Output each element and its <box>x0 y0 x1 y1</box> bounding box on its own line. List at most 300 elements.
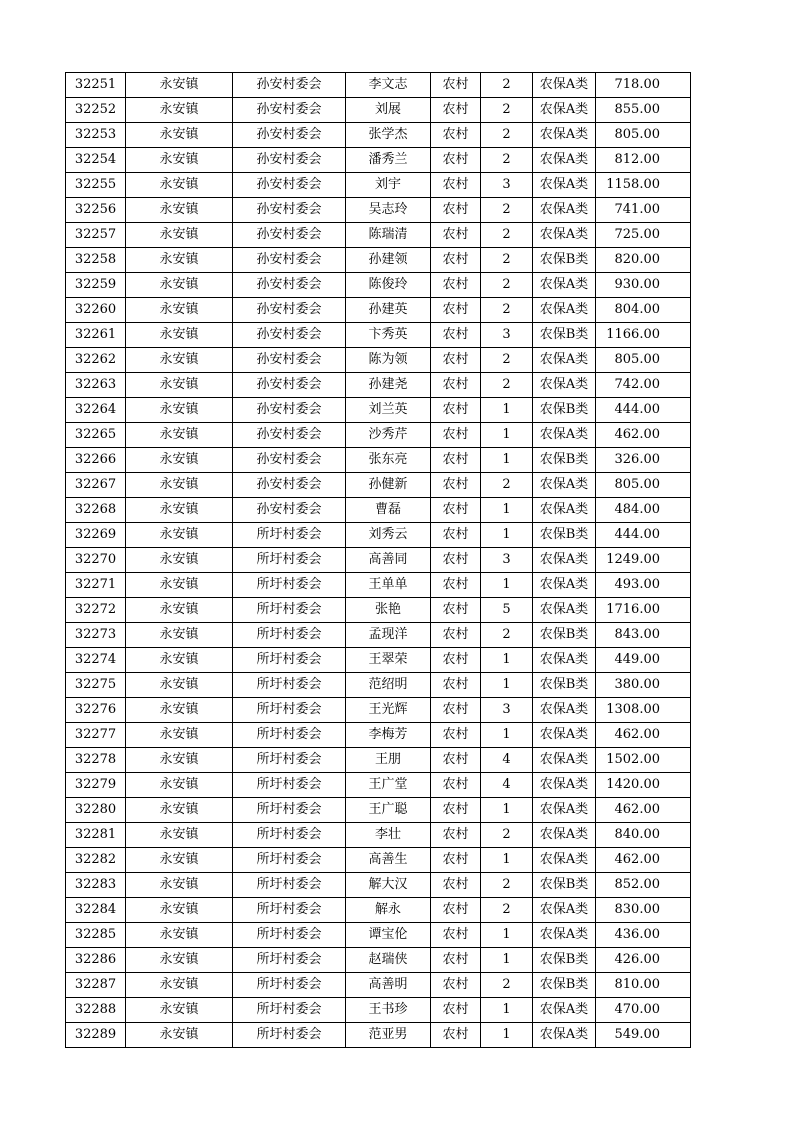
cell-village_committee: 所圩村委会 <box>233 523 346 548</box>
cell-town: 永安镇 <box>126 573 233 598</box>
cell-village_committee: 孙安村委会 <box>233 423 346 448</box>
cell-person_count: 2 <box>481 273 533 298</box>
cell-amount: 805.00 <box>596 348 691 373</box>
cell-person_name: 范亚男 <box>346 1023 431 1048</box>
cell-record_id: 32258 <box>66 248 126 273</box>
cell-record_id: 32254 <box>66 148 126 173</box>
cell-person_count: 1 <box>481 673 533 698</box>
cell-person_count: 2 <box>481 123 533 148</box>
cell-record_id: 32263 <box>66 373 126 398</box>
cell-person_count: 2 <box>481 973 533 998</box>
cell-category: 农村 <box>431 523 481 548</box>
cell-person_name: 解永 <box>346 898 431 923</box>
cell-amount: 436.00 <box>596 923 691 948</box>
cell-category: 农村 <box>431 973 481 998</box>
cell-town: 永安镇 <box>126 848 233 873</box>
cell-person_name: 陈俊玲 <box>346 273 431 298</box>
cell-town: 永安镇 <box>126 773 233 798</box>
cell-person_count: 2 <box>481 73 533 98</box>
cell-person_count: 1 <box>481 498 533 523</box>
cell-insurance_type: 农保B类 <box>533 523 596 548</box>
cell-amount: 426.00 <box>596 948 691 973</box>
table-row <box>66 673 691 698</box>
cell-category: 农村 <box>431 923 481 948</box>
cell-village_committee: 所圩村委会 <box>233 873 346 898</box>
cell-person_name: 李梅芳 <box>346 723 431 748</box>
cell-category: 农村 <box>431 998 481 1023</box>
cell-village_committee: 所圩村委会 <box>233 723 346 748</box>
cell-village_committee: 孙安村委会 <box>233 348 346 373</box>
cell-person_name: 高善生 <box>346 848 431 873</box>
cell-category: 农村 <box>431 723 481 748</box>
cell-record_id: 32260 <box>66 298 126 323</box>
cell-town: 永安镇 <box>126 948 233 973</box>
cell-village_committee: 孙安村委会 <box>233 298 346 323</box>
cell-person_name: 谭宝伦 <box>346 923 431 948</box>
cell-amount: 1420.00 <box>596 773 691 798</box>
cell-category: 农村 <box>431 798 481 823</box>
table-row <box>66 423 691 448</box>
cell-town: 永安镇 <box>126 798 233 823</box>
cell-village_committee: 所圩村委会 <box>233 798 346 823</box>
cell-person_count: 3 <box>481 323 533 348</box>
cell-person_name: 孙健新 <box>346 473 431 498</box>
cell-person_name: 张东亮 <box>346 448 431 473</box>
table-row <box>66 1023 691 1048</box>
cell-record_id: 32267 <box>66 473 126 498</box>
cell-record_id: 32253 <box>66 123 126 148</box>
cell-village_committee: 孙安村委会 <box>233 398 346 423</box>
table-row <box>66 998 691 1023</box>
cell-amount: 805.00 <box>596 123 691 148</box>
cell-insurance_type: 农保B类 <box>533 448 596 473</box>
cell-village_committee: 孙安村委会 <box>233 473 346 498</box>
table-row <box>66 598 691 623</box>
cell-amount: 810.00 <box>596 973 691 998</box>
cell-person_name: 陈瑞清 <box>346 223 431 248</box>
cell-person_name: 王广堂 <box>346 773 431 798</box>
cell-insurance_type: 农保A类 <box>533 423 596 448</box>
cell-amount: 718.00 <box>596 73 691 98</box>
cell-town: 永安镇 <box>126 973 233 998</box>
cell-insurance_type: 农保A类 <box>533 223 596 248</box>
cell-amount: 741.00 <box>596 198 691 223</box>
cell-village_committee: 孙安村委会 <box>233 448 346 473</box>
table-row <box>66 548 691 573</box>
table-row <box>66 123 691 148</box>
cell-record_id: 32281 <box>66 823 126 848</box>
cell-person_name: 张学杰 <box>346 123 431 148</box>
cell-amount: 462.00 <box>596 798 691 823</box>
table-row <box>66 448 691 473</box>
cell-amount: 449.00 <box>596 648 691 673</box>
cell-person_count: 1 <box>481 998 533 1023</box>
cell-village_committee: 孙安村委会 <box>233 123 346 148</box>
cell-category: 农村 <box>431 698 481 723</box>
cell-person_name: 孟现洋 <box>346 623 431 648</box>
cell-insurance_type: 农保A类 <box>533 73 596 98</box>
cell-category: 农村 <box>431 473 481 498</box>
cell-town: 永安镇 <box>126 123 233 148</box>
cell-category: 农村 <box>431 1023 481 1048</box>
cell-person_name: 高善明 <box>346 973 431 998</box>
cell-insurance_type: 农保B类 <box>533 398 596 423</box>
cell-record_id: 32252 <box>66 98 126 123</box>
cell-village_committee: 孙安村委会 <box>233 498 346 523</box>
cell-amount: 930.00 <box>596 273 691 298</box>
cell-category: 农村 <box>431 273 481 298</box>
cell-town: 永安镇 <box>126 148 233 173</box>
cell-insurance_type: 农保B类 <box>533 948 596 973</box>
cell-town: 永安镇 <box>126 748 233 773</box>
table-row <box>66 698 691 723</box>
cell-town: 永安镇 <box>126 898 233 923</box>
cell-village_committee: 所圩村委会 <box>233 848 346 873</box>
cell-town: 永安镇 <box>126 648 233 673</box>
cell-record_id: 32285 <box>66 923 126 948</box>
cell-insurance_type: 农保A类 <box>533 148 596 173</box>
cell-person_name: 王广聪 <box>346 798 431 823</box>
cell-record_id: 32259 <box>66 273 126 298</box>
cell-insurance_type: 农保A类 <box>533 573 596 598</box>
cell-category: 农村 <box>431 448 481 473</box>
table-row <box>66 623 691 648</box>
table-row <box>66 323 691 348</box>
cell-record_id: 32287 <box>66 973 126 998</box>
cell-insurance_type: 农保A类 <box>533 173 596 198</box>
cell-village_committee: 所圩村委会 <box>233 548 346 573</box>
table-row <box>66 273 691 298</box>
cell-category: 农村 <box>431 398 481 423</box>
cell-town: 永安镇 <box>126 523 233 548</box>
table-row <box>66 923 691 948</box>
cell-town: 永安镇 <box>126 923 233 948</box>
cell-village_committee: 所圩村委会 <box>233 598 346 623</box>
cell-amount: 326.00 <box>596 448 691 473</box>
cell-category: 农村 <box>431 173 481 198</box>
cell-person_count: 1 <box>481 923 533 948</box>
cell-village_committee: 所圩村委会 <box>233 973 346 998</box>
cell-town: 永安镇 <box>126 73 233 98</box>
cell-record_id: 32266 <box>66 448 126 473</box>
cell-amount: 742.00 <box>596 373 691 398</box>
cell-person_count: 3 <box>481 548 533 573</box>
cell-person_name: 王光辉 <box>346 698 431 723</box>
cell-town: 永安镇 <box>126 473 233 498</box>
cell-person_name: 潘秀兰 <box>346 148 431 173</box>
table-row <box>66 348 691 373</box>
cell-insurance_type: 农保B类 <box>533 973 596 998</box>
cell-person_count: 2 <box>481 98 533 123</box>
cell-record_id: 32282 <box>66 848 126 873</box>
table-row <box>66 473 691 498</box>
cell-amount: 549.00 <box>596 1023 691 1048</box>
cell-town: 永安镇 <box>126 598 233 623</box>
cell-category: 农村 <box>431 648 481 673</box>
cell-person_count: 2 <box>481 298 533 323</box>
cell-town: 永安镇 <box>126 98 233 123</box>
cell-category: 农村 <box>431 898 481 923</box>
table-row <box>66 848 691 873</box>
cell-person_name: 赵瑞侠 <box>346 948 431 973</box>
cell-person_name: 王书珍 <box>346 998 431 1023</box>
cell-town: 永安镇 <box>126 623 233 648</box>
cell-village_committee: 孙安村委会 <box>233 248 346 273</box>
cell-record_id: 32277 <box>66 723 126 748</box>
cell-person_count: 3 <box>481 173 533 198</box>
cell-insurance_type: 农保A类 <box>533 798 596 823</box>
table-row <box>66 498 691 523</box>
table-row <box>66 73 691 98</box>
table-row <box>66 798 691 823</box>
cell-person_name: 孙建尧 <box>346 373 431 398</box>
cell-person_count: 2 <box>481 473 533 498</box>
cell-town: 永安镇 <box>126 548 233 573</box>
cell-record_id: 32264 <box>66 398 126 423</box>
cell-insurance_type: 农保A类 <box>533 1023 596 1048</box>
cell-amount: 804.00 <box>596 298 691 323</box>
cell-record_id: 32269 <box>66 523 126 548</box>
table-row <box>66 148 691 173</box>
cell-category: 农村 <box>431 598 481 623</box>
benefits-table <box>65 72 691 1048</box>
cell-insurance_type: 农保A类 <box>533 998 596 1023</box>
cell-category: 农村 <box>431 498 481 523</box>
cell-town: 永安镇 <box>126 998 233 1023</box>
cell-amount: 855.00 <box>596 98 691 123</box>
cell-person_count: 1 <box>481 573 533 598</box>
cell-village_committee: 所圩村委会 <box>233 1023 346 1048</box>
cell-person_name: 孙建英 <box>346 298 431 323</box>
cell-person_count: 1 <box>481 398 533 423</box>
cell-insurance_type: 农保A类 <box>533 98 596 123</box>
cell-amount: 805.00 <box>596 473 691 498</box>
cell-category: 农村 <box>431 73 481 98</box>
cell-category: 农村 <box>431 323 481 348</box>
cell-town: 永安镇 <box>126 223 233 248</box>
cell-record_id: 32289 <box>66 1023 126 1048</box>
cell-town: 永安镇 <box>126 298 233 323</box>
table-row <box>66 823 691 848</box>
cell-record_id: 32273 <box>66 623 126 648</box>
cell-record_id: 32272 <box>66 598 126 623</box>
cell-insurance_type: 农保B类 <box>533 623 596 648</box>
cell-person_count: 1 <box>481 448 533 473</box>
cell-insurance_type: 农保B类 <box>533 873 596 898</box>
cell-village_committee: 所圩村委会 <box>233 923 346 948</box>
cell-amount: 852.00 <box>596 873 691 898</box>
cell-person_name: 吴志玲 <box>346 198 431 223</box>
cell-person_name: 陈为领 <box>346 348 431 373</box>
cell-insurance_type: 农保A类 <box>533 748 596 773</box>
cell-record_id: 32251 <box>66 73 126 98</box>
cell-category: 农村 <box>431 948 481 973</box>
cell-amount: 1502.00 <box>596 748 691 773</box>
cell-amount: 1158.00 <box>596 173 691 198</box>
cell-insurance_type: 农保A类 <box>533 348 596 373</box>
cell-category: 农村 <box>431 123 481 148</box>
cell-village_committee: 孙安村委会 <box>233 273 346 298</box>
cell-person_name: 刘兰英 <box>346 398 431 423</box>
cell-town: 永安镇 <box>126 873 233 898</box>
cell-record_id: 32278 <box>66 748 126 773</box>
cell-amount: 725.00 <box>596 223 691 248</box>
cell-amount: 493.00 <box>596 573 691 598</box>
cell-person_count: 1 <box>481 798 533 823</box>
cell-insurance_type: 农保A类 <box>533 773 596 798</box>
cell-village_committee: 所圩村委会 <box>233 698 346 723</box>
cell-insurance_type: 农保A类 <box>533 298 596 323</box>
cell-village_committee: 所圩村委会 <box>233 648 346 673</box>
cell-person_count: 2 <box>481 873 533 898</box>
table-row <box>66 973 691 998</box>
cell-person_name: 王翠荣 <box>346 648 431 673</box>
cell-insurance_type: 农保B类 <box>533 323 596 348</box>
cell-record_id: 32276 <box>66 698 126 723</box>
cell-insurance_type: 农保A类 <box>533 698 596 723</box>
cell-person_count: 1 <box>481 723 533 748</box>
cell-record_id: 32256 <box>66 198 126 223</box>
cell-insurance_type: 农保A类 <box>533 198 596 223</box>
cell-category: 农村 <box>431 198 481 223</box>
cell-amount: 444.00 <box>596 523 691 548</box>
cell-insurance_type: 农保A类 <box>533 373 596 398</box>
cell-insurance_type: 农保A类 <box>533 473 596 498</box>
cell-person_name: 孙建领 <box>346 248 431 273</box>
cell-category: 农村 <box>431 98 481 123</box>
table-row <box>66 223 691 248</box>
cell-person_name: 王朋 <box>346 748 431 773</box>
cell-town: 永安镇 <box>126 698 233 723</box>
cell-insurance_type: 农保A类 <box>533 498 596 523</box>
cell-record_id: 32275 <box>66 673 126 698</box>
cell-person_name: 卞秀英 <box>346 323 431 348</box>
cell-insurance_type: 农保A类 <box>533 723 596 748</box>
cell-person_name: 刘秀云 <box>346 523 431 548</box>
cell-person_count: 1 <box>481 848 533 873</box>
cell-amount: 812.00 <box>596 148 691 173</box>
cell-person_name: 解大汉 <box>346 873 431 898</box>
cell-record_id: 32257 <box>66 223 126 248</box>
cell-record_id: 32270 <box>66 548 126 573</box>
cell-village_committee: 所圩村委会 <box>233 898 346 923</box>
cell-record_id: 32283 <box>66 873 126 898</box>
cell-amount: 820.00 <box>596 248 691 273</box>
cell-insurance_type: 农保A类 <box>533 898 596 923</box>
cell-person_name: 张艳 <box>346 598 431 623</box>
cell-town: 永安镇 <box>126 673 233 698</box>
cell-town: 永安镇 <box>126 373 233 398</box>
cell-amount: 840.00 <box>596 823 691 848</box>
cell-person_count: 1 <box>481 648 533 673</box>
cell-amount: 1166.00 <box>596 323 691 348</box>
cell-village_committee: 孙安村委会 <box>233 98 346 123</box>
cell-person_count: 1 <box>481 948 533 973</box>
table-row <box>66 198 691 223</box>
cell-record_id: 32286 <box>66 948 126 973</box>
cell-town: 永安镇 <box>126 273 233 298</box>
cell-record_id: 32262 <box>66 348 126 373</box>
cell-amount: 462.00 <box>596 723 691 748</box>
cell-person_name: 曹磊 <box>346 498 431 523</box>
cell-amount: 484.00 <box>596 498 691 523</box>
cell-insurance_type: 农保A类 <box>533 848 596 873</box>
cell-town: 永安镇 <box>126 248 233 273</box>
cell-category: 农村 <box>431 298 481 323</box>
cell-category: 农村 <box>431 423 481 448</box>
cell-category: 农村 <box>431 548 481 573</box>
cell-town: 永安镇 <box>126 1023 233 1048</box>
table-row <box>66 523 691 548</box>
cell-record_id: 32255 <box>66 173 126 198</box>
cell-person_count: 4 <box>481 773 533 798</box>
cell-town: 永安镇 <box>126 723 233 748</box>
cell-village_committee: 所圩村委会 <box>233 823 346 848</box>
cell-person_count: 1 <box>481 523 533 548</box>
cell-amount: 1716.00 <box>596 598 691 623</box>
cell-village_committee: 孙安村委会 <box>233 73 346 98</box>
table-row <box>66 898 691 923</box>
cell-town: 永安镇 <box>126 498 233 523</box>
cell-category: 农村 <box>431 223 481 248</box>
cell-person_name: 刘展 <box>346 98 431 123</box>
cell-person_count: 2 <box>481 248 533 273</box>
cell-amount: 444.00 <box>596 398 691 423</box>
cell-person_count: 1 <box>481 1023 533 1048</box>
cell-insurance_type: 农保A类 <box>533 598 596 623</box>
cell-amount: 380.00 <box>596 673 691 698</box>
cell-insurance_type: 农保A类 <box>533 823 596 848</box>
cell-village_committee: 所圩村委会 <box>233 948 346 973</box>
cell-record_id: 32261 <box>66 323 126 348</box>
cell-category: 农村 <box>431 348 481 373</box>
table-row <box>66 573 691 598</box>
cell-amount: 462.00 <box>596 848 691 873</box>
cell-person_name: 刘宇 <box>346 173 431 198</box>
cell-amount: 1308.00 <box>596 698 691 723</box>
cell-person_count: 5 <box>481 598 533 623</box>
cell-person_count: 2 <box>481 623 533 648</box>
cell-village_committee: 所圩村委会 <box>233 998 346 1023</box>
cell-record_id: 32265 <box>66 423 126 448</box>
cell-village_committee: 孙安村委会 <box>233 198 346 223</box>
cell-village_committee: 所圩村委会 <box>233 623 346 648</box>
cell-amount: 830.00 <box>596 898 691 923</box>
cell-person_count: 1 <box>481 423 533 448</box>
cell-person_count: 2 <box>481 898 533 923</box>
cell-town: 永安镇 <box>126 823 233 848</box>
table-row <box>66 398 691 423</box>
cell-category: 农村 <box>431 823 481 848</box>
cell-town: 永安镇 <box>126 323 233 348</box>
table-row <box>66 948 691 973</box>
table-row <box>66 248 691 273</box>
cell-person_name: 李壮 <box>346 823 431 848</box>
cell-record_id: 32271 <box>66 573 126 598</box>
cell-insurance_type: 农保A类 <box>533 923 596 948</box>
table-row <box>66 98 691 123</box>
cell-category: 农村 <box>431 748 481 773</box>
cell-person_count: 2 <box>481 148 533 173</box>
cell-village_committee: 所圩村委会 <box>233 748 346 773</box>
cell-amount: 843.00 <box>596 623 691 648</box>
cell-insurance_type: 农保A类 <box>533 123 596 148</box>
cell-person_count: 2 <box>481 373 533 398</box>
table-row <box>66 298 691 323</box>
cell-category: 农村 <box>431 773 481 798</box>
cell-village_committee: 孙安村委会 <box>233 323 346 348</box>
cell-category: 农村 <box>431 373 481 398</box>
